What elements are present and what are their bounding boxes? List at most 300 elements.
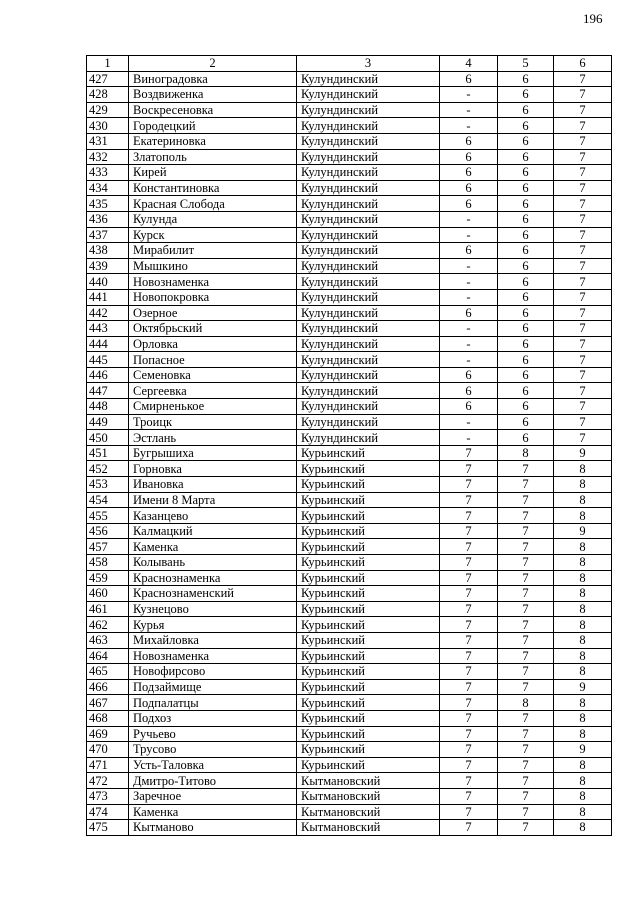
table-row [87, 71, 612, 87]
row-number: 450 [87, 430, 129, 446]
row-number: 429 [87, 102, 129, 118]
value-col-6: 8 [554, 492, 612, 508]
value-col-4: 6 [440, 383, 498, 399]
table-row [87, 102, 612, 118]
table-row [87, 133, 612, 149]
value-col-4: 6 [440, 367, 498, 383]
value-col-4: 6 [440, 149, 498, 165]
value-col-6: 8 [554, 555, 612, 571]
value-col-6: 8 [554, 710, 612, 726]
district-name: Кулундинский [297, 305, 440, 321]
value-col-4: 7 [440, 461, 498, 477]
district-name: Кулундинский [297, 118, 440, 134]
row-number: 457 [87, 539, 129, 555]
row-number: 445 [87, 352, 129, 368]
value-col-5: 7 [498, 570, 554, 586]
settlement-name: Заречное [129, 788, 297, 804]
table-row [87, 289, 612, 305]
value-col-5: 6 [498, 118, 554, 134]
settlement-name: Троицк [129, 414, 297, 430]
value-col-5: 7 [498, 617, 554, 633]
district-name: Кулундинский [297, 430, 440, 446]
settlement-name: Кытманово [129, 820, 297, 836]
column-header: 6 [554, 56, 612, 72]
table-row [87, 87, 612, 103]
row-number: 469 [87, 726, 129, 742]
table-row [87, 274, 612, 290]
table-row [87, 321, 612, 337]
row-number: 452 [87, 461, 129, 477]
value-col-5: 7 [498, 601, 554, 617]
row-number: 467 [87, 695, 129, 711]
value-col-4: 7 [440, 804, 498, 820]
settlement-name: Горновка [129, 461, 297, 477]
value-col-5: 8 [498, 445, 554, 461]
value-col-4: 7 [440, 477, 498, 493]
district-name: Кулундинский [297, 149, 440, 165]
district-name: Курьинский [297, 679, 440, 695]
value-col-6: 7 [554, 149, 612, 165]
value-col-4: 7 [440, 742, 498, 758]
district-name: Кулундинский [297, 227, 440, 243]
district-name: Кулундинский [297, 87, 440, 103]
value-col-4: - [440, 352, 498, 368]
value-col-5: 7 [498, 555, 554, 571]
value-col-6: 8 [554, 664, 612, 680]
settlement-name: Кулунда [129, 211, 297, 227]
district-name: Кытмановский [297, 820, 440, 836]
table-row [87, 555, 612, 571]
district-name: Курьинский [297, 632, 440, 648]
value-col-6: 8 [554, 773, 612, 789]
value-col-6: 7 [554, 367, 612, 383]
value-col-6: 9 [554, 445, 612, 461]
value-col-5: 6 [498, 165, 554, 181]
settlement-name: Ивановка [129, 477, 297, 493]
value-col-6: 7 [554, 71, 612, 87]
table-row [87, 461, 612, 477]
row-number: 438 [87, 243, 129, 259]
value-col-6: 8 [554, 804, 612, 820]
value-col-4: 7 [440, 820, 498, 836]
table-row [87, 632, 612, 648]
row-number: 471 [87, 757, 129, 773]
district-name: Курьинский [297, 555, 440, 571]
row-number: 462 [87, 617, 129, 633]
settlement-name: Краснознаменский [129, 586, 297, 602]
value-col-4: 6 [440, 71, 498, 87]
table-row [87, 788, 612, 804]
district-name: Кулундинский [297, 367, 440, 383]
table-row [87, 118, 612, 134]
row-number: 453 [87, 477, 129, 493]
table-row [87, 336, 612, 352]
settlement-name: Подпалатцы [129, 695, 297, 711]
row-number: 466 [87, 679, 129, 695]
row-number: 458 [87, 555, 129, 571]
value-col-4: 7 [440, 508, 498, 524]
table-row [87, 227, 612, 243]
value-col-5: 7 [498, 461, 554, 477]
value-col-5: 7 [498, 679, 554, 695]
value-col-6: 8 [554, 757, 612, 773]
table-row [87, 445, 612, 461]
value-col-6: 7 [554, 352, 612, 368]
row-number: 473 [87, 788, 129, 804]
value-col-6: 7 [554, 165, 612, 181]
value-col-6: 7 [554, 274, 612, 290]
value-col-4: - [440, 336, 498, 352]
district-name: Кулундинский [297, 414, 440, 430]
district-name: Кулундинский [297, 180, 440, 196]
value-col-4: 7 [440, 757, 498, 773]
row-number: 436 [87, 211, 129, 227]
settlement-name: Новопокровка [129, 289, 297, 305]
table-row [87, 196, 612, 212]
value-col-5: 6 [498, 149, 554, 165]
value-col-4: 7 [440, 523, 498, 539]
value-col-5: 6 [498, 274, 554, 290]
district-name: Кулундинский [297, 258, 440, 274]
district-name: Курьинский [297, 539, 440, 555]
value-col-6: 7 [554, 414, 612, 430]
settlement-name: Имени 8 Марта [129, 492, 297, 508]
value-col-6: 8 [554, 508, 612, 524]
value-col-4: 7 [440, 773, 498, 789]
table-row [87, 211, 612, 227]
district-name: Кулундинский [297, 399, 440, 415]
value-col-5: 6 [498, 102, 554, 118]
page-number: 196 [583, 11, 603, 26]
value-col-6: 8 [554, 461, 612, 477]
value-col-4: - [440, 211, 498, 227]
district-name: Курьинский [297, 508, 440, 524]
settlement-name: Сергеевка [129, 383, 297, 399]
value-col-4: - [440, 227, 498, 243]
settlement-name: Октябрьский [129, 321, 297, 337]
district-name: Курьинский [297, 461, 440, 477]
settlement-name: Озерное [129, 305, 297, 321]
table-row [87, 399, 612, 415]
value-col-6: 9 [554, 742, 612, 758]
settlement-name: Городецкий [129, 118, 297, 134]
settlement-name: Курск [129, 227, 297, 243]
table-row [87, 305, 612, 321]
district-name: Кулундинский [297, 165, 440, 181]
row-number: 470 [87, 742, 129, 758]
table-row [87, 430, 612, 446]
row-number: 431 [87, 133, 129, 149]
settlement-name: Мышкино [129, 258, 297, 274]
table-row [87, 352, 612, 368]
table-row [87, 820, 612, 836]
row-number: 460 [87, 586, 129, 602]
table-row [87, 679, 612, 695]
value-col-6: 8 [554, 570, 612, 586]
table-row [87, 492, 612, 508]
value-col-4: 7 [440, 710, 498, 726]
district-name: Кулундинский [297, 383, 440, 399]
value-col-6: 7 [554, 399, 612, 415]
value-col-5: 7 [498, 664, 554, 680]
table-row [87, 664, 612, 680]
value-col-6: 7 [554, 180, 612, 196]
value-col-6: 8 [554, 820, 612, 836]
value-col-5: 7 [498, 632, 554, 648]
value-col-4: 7 [440, 648, 498, 664]
value-col-4: 7 [440, 788, 498, 804]
district-name: Кулундинский [297, 71, 440, 87]
settlement-name: Курья [129, 617, 297, 633]
settlement-name: Эстлань [129, 430, 297, 446]
value-col-4: 7 [440, 539, 498, 555]
settlement-name: Мирабилит [129, 243, 297, 259]
value-col-5: 7 [498, 757, 554, 773]
value-col-5: 7 [498, 508, 554, 524]
table-row [87, 586, 612, 602]
row-number: 451 [87, 445, 129, 461]
value-col-5: 7 [498, 788, 554, 804]
value-col-5: 7 [498, 586, 554, 602]
value-col-5: 6 [498, 196, 554, 212]
row-number: 440 [87, 274, 129, 290]
row-number: 474 [87, 804, 129, 820]
value-col-6: 8 [554, 648, 612, 664]
value-col-5: 6 [498, 367, 554, 383]
value-col-4: 7 [440, 445, 498, 461]
district-name: Кулундинский [297, 243, 440, 259]
value-col-6: 8 [554, 601, 612, 617]
district-name: Кулундинский [297, 211, 440, 227]
value-col-6: 7 [554, 211, 612, 227]
settlement-name: Смирненькое [129, 399, 297, 415]
settlement-name: Кирей [129, 165, 297, 181]
district-name: Курьинский [297, 601, 440, 617]
district-name: Курьинский [297, 492, 440, 508]
district-name: Курьинский [297, 477, 440, 493]
value-col-4: - [440, 321, 498, 337]
district-name: Кулундинский [297, 102, 440, 118]
district-name: Кулундинский [297, 133, 440, 149]
value-col-5: 7 [498, 726, 554, 742]
value-col-6: 7 [554, 321, 612, 337]
row-number: 454 [87, 492, 129, 508]
value-col-5: 6 [498, 305, 554, 321]
value-col-6: 8 [554, 632, 612, 648]
value-col-5: 6 [498, 258, 554, 274]
row-number: 443 [87, 321, 129, 337]
settlement-name: Константиновка [129, 180, 297, 196]
table-row [87, 165, 612, 181]
district-name: Курьинский [297, 710, 440, 726]
value-col-5: 7 [498, 477, 554, 493]
district-name: Курьинский [297, 586, 440, 602]
value-col-4: 7 [440, 586, 498, 602]
value-col-5: 6 [498, 227, 554, 243]
value-col-4: - [440, 87, 498, 103]
table-row [87, 367, 612, 383]
settlement-name: Ручьево [129, 726, 297, 742]
value-col-4: 7 [440, 664, 498, 680]
district-name: Курьинский [297, 570, 440, 586]
value-col-6: 8 [554, 477, 612, 493]
value-col-5: 7 [498, 710, 554, 726]
table-row [87, 180, 612, 196]
value-col-4: - [440, 414, 498, 430]
row-number: 446 [87, 367, 129, 383]
district-name: Кулундинский [297, 289, 440, 305]
district-name: Кытмановский [297, 773, 440, 789]
table-row [87, 757, 612, 773]
value-col-6: 7 [554, 102, 612, 118]
settlement-name: Попасное [129, 352, 297, 368]
settlement-name: Красная Слобода [129, 196, 297, 212]
district-name: Кытмановский [297, 788, 440, 804]
settlement-name: Михайловка [129, 632, 297, 648]
district-name: Кытмановский [297, 804, 440, 820]
table-row [87, 243, 612, 259]
district-name: Курьинский [297, 445, 440, 461]
value-col-6: 7 [554, 305, 612, 321]
settlement-name: Подзаймище [129, 679, 297, 695]
value-col-4: 7 [440, 492, 498, 508]
table-row [87, 695, 612, 711]
settlements-table [86, 55, 612, 836]
row-number: 468 [87, 710, 129, 726]
table-row [87, 773, 612, 789]
value-col-5: 7 [498, 820, 554, 836]
value-col-5: 6 [498, 180, 554, 196]
value-col-4: 7 [440, 601, 498, 617]
district-name: Курьинский [297, 742, 440, 758]
settlement-name: Екатериновка [129, 133, 297, 149]
value-col-5: 6 [498, 383, 554, 399]
value-col-6: 7 [554, 258, 612, 274]
table-row [87, 617, 612, 633]
row-number: 475 [87, 820, 129, 836]
settlement-name: Виноградовка [129, 71, 297, 87]
value-col-6: 9 [554, 679, 612, 695]
settlement-name: Воздвиженка [129, 87, 297, 103]
value-col-4: 7 [440, 679, 498, 695]
value-col-5: 7 [498, 742, 554, 758]
value-col-5: 6 [498, 289, 554, 305]
table-row [87, 414, 612, 430]
row-number: 435 [87, 196, 129, 212]
settlement-name: Бугрышиха [129, 445, 297, 461]
column-header: 2 [129, 56, 297, 72]
value-col-5: 6 [498, 211, 554, 227]
value-col-6: 7 [554, 87, 612, 103]
value-col-4: 6 [440, 399, 498, 415]
value-col-5: 8 [498, 695, 554, 711]
settlement-name: Краснознаменка [129, 570, 297, 586]
district-name: Курьинский [297, 726, 440, 742]
row-number: 455 [87, 508, 129, 524]
value-col-5: 6 [498, 71, 554, 87]
value-col-5: 6 [498, 336, 554, 352]
district-name: Курьинский [297, 523, 440, 539]
row-number: 456 [87, 523, 129, 539]
settlement-name: Кузнецово [129, 601, 297, 617]
district-name: Кулундинский [297, 336, 440, 352]
row-number: 448 [87, 399, 129, 415]
value-col-6: 7 [554, 336, 612, 352]
value-col-6: 8 [554, 586, 612, 602]
district-name: Кулундинский [297, 352, 440, 368]
table-row [87, 601, 612, 617]
table-row [87, 383, 612, 399]
settlement-name: Колывань [129, 555, 297, 571]
settlement-name: Новознаменка [129, 274, 297, 290]
table-row [87, 570, 612, 586]
settlement-name: Усть-Таловка [129, 757, 297, 773]
row-number: 427 [87, 71, 129, 87]
value-col-5: 6 [498, 399, 554, 415]
row-number: 432 [87, 149, 129, 165]
district-name: Курьинский [297, 648, 440, 664]
value-col-4: 7 [440, 617, 498, 633]
row-number: 464 [87, 648, 129, 664]
value-col-5: 7 [498, 492, 554, 508]
column-header: 1 [87, 56, 129, 72]
settlement-name: Орловка [129, 336, 297, 352]
value-col-5: 6 [498, 133, 554, 149]
row-number: 472 [87, 773, 129, 789]
value-col-4: - [440, 102, 498, 118]
value-col-5: 6 [498, 87, 554, 103]
row-number: 459 [87, 570, 129, 586]
header-row [87, 56, 612, 72]
row-number: 428 [87, 87, 129, 103]
settlement-name: Подхоз [129, 710, 297, 726]
value-col-4: - [440, 430, 498, 446]
value-col-4: 6 [440, 133, 498, 149]
value-col-5: 6 [498, 352, 554, 368]
row-number: 461 [87, 601, 129, 617]
table-row [87, 258, 612, 274]
row-number: 447 [87, 383, 129, 399]
table-row [87, 149, 612, 165]
value-col-6: 8 [554, 617, 612, 633]
settlement-name: Новознаменка [129, 648, 297, 664]
value-col-6: 7 [554, 383, 612, 399]
row-number: 444 [87, 336, 129, 352]
value-col-4: 7 [440, 695, 498, 711]
row-number: 437 [87, 227, 129, 243]
table-row [87, 508, 612, 524]
value-col-4: - [440, 274, 498, 290]
value-col-5: 7 [498, 773, 554, 789]
value-col-5: 7 [498, 523, 554, 539]
row-number: 442 [87, 305, 129, 321]
table-row [87, 477, 612, 493]
row-number: 441 [87, 289, 129, 305]
value-col-4: 6 [440, 180, 498, 196]
value-col-5: 6 [498, 430, 554, 446]
settlement-name: Трусово [129, 742, 297, 758]
value-col-6: 8 [554, 695, 612, 711]
row-number: 433 [87, 165, 129, 181]
district-name: Кулундинский [297, 196, 440, 212]
table-row [87, 539, 612, 555]
value-col-4: 7 [440, 555, 498, 571]
table-row [87, 726, 612, 742]
district-name: Курьинский [297, 617, 440, 633]
value-col-4: 7 [440, 632, 498, 648]
value-col-5: 7 [498, 804, 554, 820]
value-col-6: 7 [554, 430, 612, 446]
